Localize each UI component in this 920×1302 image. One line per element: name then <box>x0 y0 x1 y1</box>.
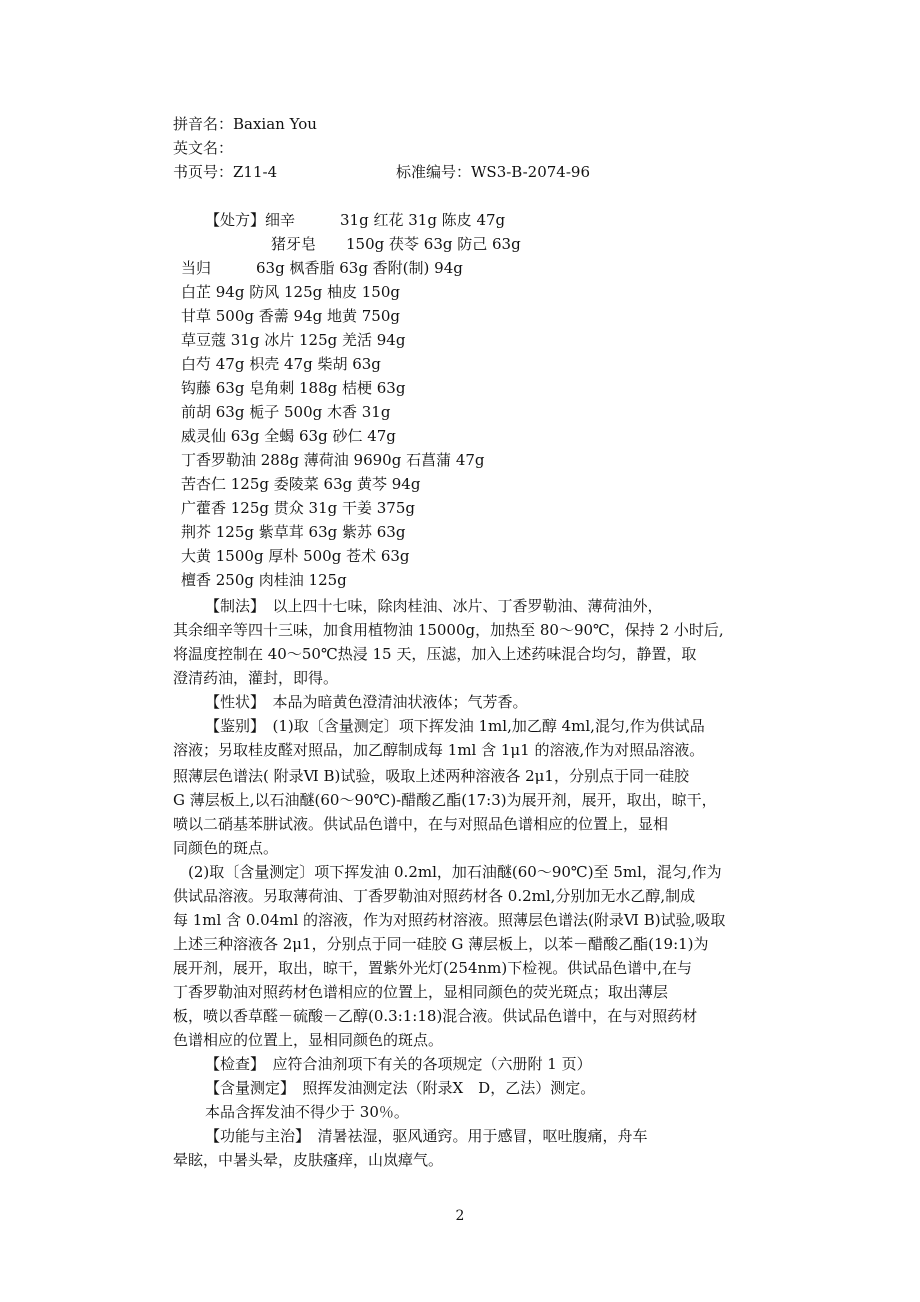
body-line: (2)取〔含量测定〕项下挥发油 0.2ml，加石油醚(60～90℃)至 5ml，混匀,作为 <box>188 863 722 881</box>
book-page-number: 书页号：Z11-4 <box>173 163 278 181</box>
body-line: 澄清药油，灌封，即得。 <box>173 669 339 687</box>
body-line: 本品含挥发油不得少于 30％。 <box>205 1103 409 1121</box>
recipe-line: 威灵仙 63g 全蝎 63g 砂仁 47g <box>181 427 396 445</box>
body-line: 每 1ml 含 0.04ml 的溶液，作为对照药材溶液。照薄层色谱法(附录Ⅵ B)试验,吸取 <box>173 911 726 929</box>
recipe-line: 【处方】细辛 31g 红花 31g 陈皮 47g <box>205 211 506 229</box>
recipe-line: 苦杏仁 125g 委陵菜 63g 黄芩 94g <box>181 475 421 493</box>
body-line: 溶液；另取桂皮醛对照品，加乙醇制成每 1ml 含 1μ1 的溶液,作为对照品溶液。 <box>173 741 705 759</box>
body-line: 【性状】 本品为暗黄色澄清油状液体；气芳香。 <box>205 693 528 711</box>
recipe-line: 甘草 500g 香薷 94g 地黄 750g <box>181 307 400 325</box>
body-line: 展开剂，展开，取出，晾干，置紫外光灯(254nm)下检视。供试品色谱中,在与 <box>173 959 692 977</box>
standard-number: 标准编号：WS3-B-2074-96 <box>396 163 591 181</box>
body-line: 【含量测定】 照挥发油测定法（附录Ⅹ D，乙法）测定。 <box>205 1079 596 1097</box>
recipe-line: 白芍 47g 枳壳 47g 柴胡 63g <box>181 355 381 373</box>
recipe-line: 广藿香 125g 贯众 31g 干姜 375g <box>181 499 415 517</box>
body-line: 色谱相应的位置上，显相同颜色的斑点。 <box>173 1031 444 1049</box>
english-name: 英文名： <box>173 139 234 157</box>
body-line: 【制法】 以上四十七味，除肉桂油、冰片、丁香罗勒油、薄荷油外， <box>205 597 663 615</box>
body-line: 上述三种溶液各 2μ1，分别点于同一硅胶 G 薄层板上，以苯－醋酸乙酯(19:1)为 <box>173 935 709 953</box>
recipe-line: 丁香罗勒油 288g 薄荷油 9690g 石菖蒲 47g <box>181 451 485 469</box>
recipe-line: 荆芥 125g 紫草茸 63g 紫苏 63g <box>181 523 406 541</box>
body-line: 同颜色的斑点。 <box>173 839 279 857</box>
body-line: 将温度控制在 40～50℃热浸 15 天，压滤，加入上述药味混合均匀，静置，取 <box>173 645 697 663</box>
recipe-line: 当归 63g 枫香脂 63g 香附(制) 94g <box>181 259 463 277</box>
pinyin-name: 拼音名：Baxian You <box>173 115 317 133</box>
page-number: 2 <box>455 1208 465 1224</box>
body-line: 喷以二硝基苯肼试液。供试品色谱中，在与对照品色谱相应的位置上，显相 <box>173 815 669 833</box>
body-line: 供试品溶液。另取薄荷油、丁香罗勒油对照药材各 0.2ml,分别加无水乙醇,制成 <box>173 887 696 905</box>
recipe-line: 钩藤 63g 皂角刺 188g 桔梗 63g <box>181 379 406 397</box>
recipe-line: 檀香 250g 肉桂油 125g <box>181 571 347 589</box>
body-line: 照薄层色谱法( 附录Ⅵ B)试验，吸取上述两种溶液各 2μ1，分别点于同一硅胶 <box>173 767 689 785</box>
recipe-line: 猪牙皂 150g 茯苓 63g 防己 63g <box>271 235 521 253</box>
body-line: 晕眩，中暑头晕，皮肤瘙痒，山岚瘴气。 <box>173 1151 444 1169</box>
body-line: G 薄层板上,以石油醚(60～90℃)-醋酸乙酯(17:3)为展开剂，展开，取出，晾干， <box>173 791 717 809</box>
body-line: 板，喷以香草醛－硫酸－乙醇(0.3:1:18)混合液。供试品色谱中，在与对照药材 <box>173 1007 698 1025</box>
recipe-line: 前胡 63g 栀子 500g 木香 31g <box>181 403 391 421</box>
recipe-line: 草豆蔻 31g 冰片 125g 羌活 94g <box>181 331 406 349</box>
body-line: 丁香罗勒油对照药材色谱相应的位置上，显相同颜色的荧光斑点；取出薄层 <box>173 983 669 1001</box>
body-line: 其余细辛等四十三味，加食用植物油 15000g，加热至 80～90℃，保持 2 小时后, <box>173 621 724 639</box>
recipe-line: 大黄 1500g 厚朴 500g 苍术 63g <box>181 547 410 565</box>
body-line: 【鉴别】 (1)取〔含量测定〕项下挥发油 1ml,加乙醇 4ml,混匀,作为供试品 <box>205 717 705 735</box>
body-line: 【检查】 应符合油剂项下有关的各项规定（六册附 1 页） <box>205 1055 592 1073</box>
body-line: 【功能与主治】 清暑祛湿，驱风通窍。用于感冒，呕吐腹痛，舟车 <box>205 1127 648 1145</box>
recipe-line: 白芷 94g 防风 125g 柚皮 150g <box>181 283 400 301</box>
